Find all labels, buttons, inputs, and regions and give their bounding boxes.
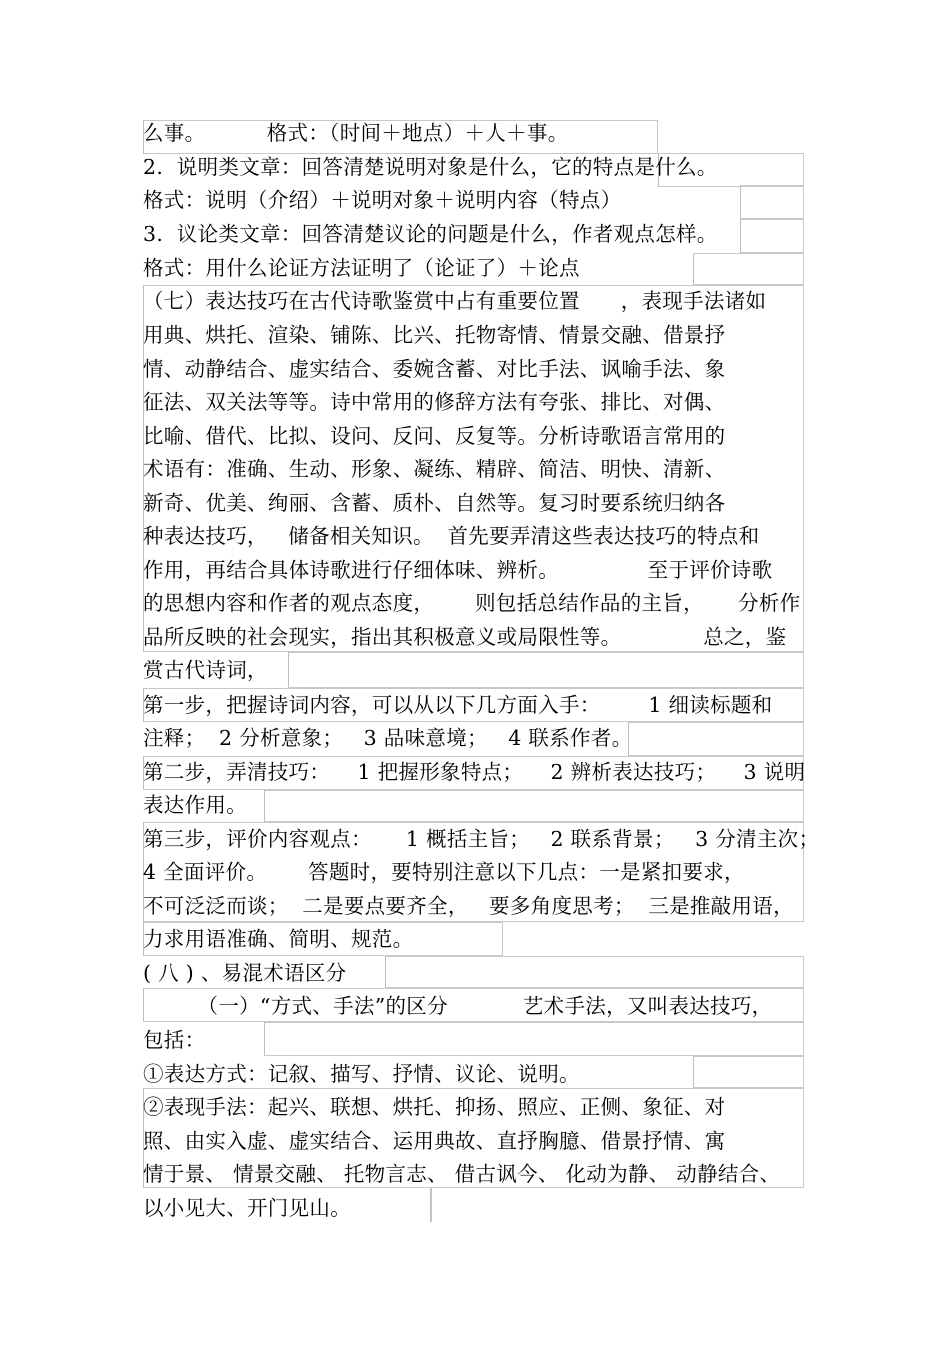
text-line: 力求用语准确、简明、规范。 (143, 927, 414, 951)
text-line: 表达作用。 (143, 793, 247, 817)
text-line: 第三步，评价内容观点： 1 概括主旨； 2 联系背景； 3 分清主次； (143, 827, 820, 851)
text-line: 不可泛泛而谈； 二是要点要齐全， 要多角度思考； 三是推敲用语， (143, 894, 794, 918)
text-frame (430, 1188, 432, 1222)
list-item: ①表达方式：记叙、描写、抒情、议论、说明。 (143, 1062, 580, 1086)
text-line: 包括： (143, 1028, 206, 1052)
text-line: 注释； 2 分析意象； 3 品味意境； 4 联系作者。 (143, 726, 633, 750)
text-line: 2. 说明类文章：回答清楚说明对象是什么，它的特点是什么。 (143, 155, 718, 179)
text-line: 照、由实入虚、虚实结合、运用典故、直抒胸臆、借景抒情、寓 (143, 1129, 726, 1153)
text-line: 么事。 格式：（时间＋地点）＋人＋事。 (143, 121, 569, 145)
text-frame (693, 253, 804, 285)
text-line: 情于景、 情景交融、 托物言志、 借古讽今、 化动为静、 动静结合、 (143, 1162, 781, 1186)
text-frame (264, 790, 804, 822)
text-line: 赏古代诗词， (143, 658, 268, 682)
text-line: 用典、烘托、渲染、铺陈、比兴、托物寄情、情景交融、借景抒 (143, 323, 726, 347)
list-item: ②表现手法：起兴、联想、烘托、抑扬、照应、正侧、象征、对 (143, 1095, 726, 1119)
text-line: 格式：用什么论证方法证明了（论证了）＋论点 (143, 256, 580, 280)
text-frame (385, 956, 804, 988)
text-line: 征法、双关法等等。诗中常用的修辞方法有夸张、排比、对偶、 (143, 390, 726, 414)
text-line: 术语有：准确、生动、形象、凝练、精辟、简洁、明快、清新、 (143, 457, 726, 481)
text-line: 3. 议论类文章：回答清楚议论的问题是什么，作者观点怎样。 (143, 222, 718, 246)
text-line: 以小见大、开门见山。 (143, 1196, 351, 1220)
text-frame (288, 652, 804, 688)
text-line: 格式：说明（介绍）＋说明对象＋说明内容（特点） (143, 188, 622, 212)
text-line: 的思想内容和作者的观点态度， 则包括总结作品的主旨， 分析作 (143, 591, 801, 615)
section-heading-8: ( 八 ) 、易混术语区分 (143, 961, 347, 985)
text-frame (693, 1056, 804, 1088)
text-line: 品所反映的社会现实，指出其积极意义或局限性等。 总之，鉴 (143, 625, 787, 649)
text-frame (740, 185, 804, 219)
section-heading-7: （七）表达技巧在古代诗歌鉴赏中占有重要位置 ，表现手法诸如 (143, 289, 767, 313)
text-line: 种表达技巧， 储备相关知识。 首先要弄清这些表达技巧的特点和 (143, 524, 760, 548)
text-line: 新奇、优美、绚丽、含蓄、质朴、自然等。复习时要系统归纳各 (143, 491, 726, 515)
text-line: 情、动静结合、虚实结合、委婉含蓄、对比手法、讽喻手法、象 (143, 357, 726, 381)
text-frame (740, 219, 804, 253)
text-line: 作用，再结合具体诗歌进行仔细体味、辨析。 至于评价诗歌 (143, 558, 773, 582)
text-line: 第一步，把握诗词内容，可以从以下几方面入手： 1 细读标题和 (143, 693, 773, 717)
text-line: 比喻、借代、比拟、设问、反问、反复等。分析诗歌语言常用的 (143, 424, 726, 448)
text-line: 第二步，弄清技巧： 1 把握形象特点； 2 辨析表达技巧； 3 说明 (143, 760, 806, 784)
text-line: 4 全面评价。 答题时，要特别注意以下几点：一是紧扣要求， (143, 860, 745, 884)
text-frame (264, 1022, 804, 1056)
subsection-heading: （一）“方式、手法”的区分 艺术手法，又叫表达技巧， (143, 994, 773, 1018)
text-frame (628, 722, 804, 756)
